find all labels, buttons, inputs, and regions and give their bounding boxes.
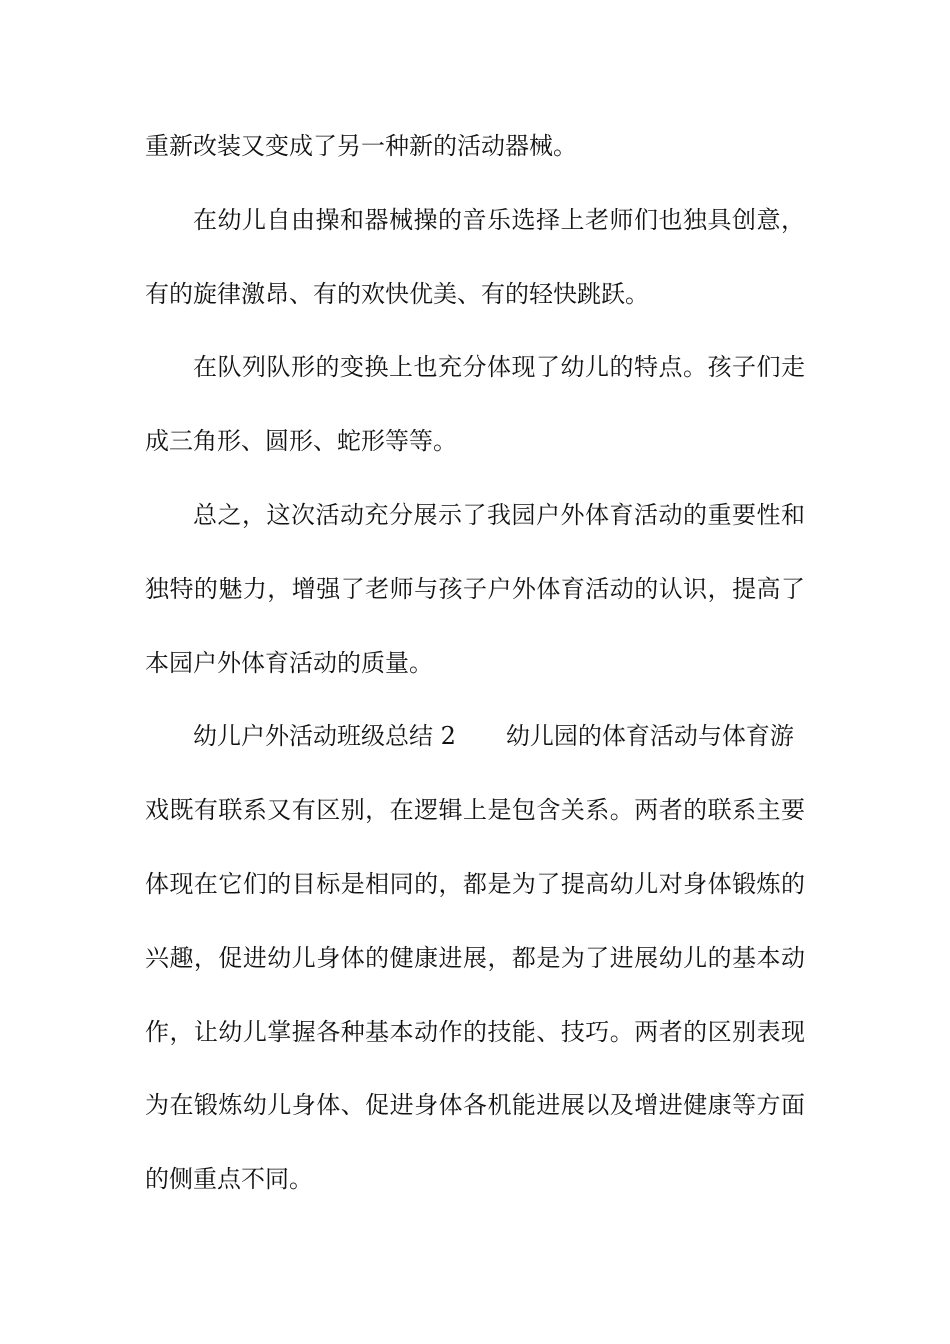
document-body: [145, 128, 805, 1235]
text-line: 有的旋律激昂、有的欢快优美、有的轻快跳跃。: [145, 279, 649, 308]
text-line: 成三角形、圆形、蛇形等等。: [145, 427, 457, 456]
text-line: 在幼儿自由操和器械操的音乐选择上老师们也独具创意，: [193, 205, 805, 234]
text-line: 独特的魅力，增强了老师与孩子户外体育活动的认识，提高了: [145, 574, 805, 603]
text-line: 的侧重点不同。: [145, 1165, 313, 1194]
text-line: 重新改装又变成了另一种新的活动器械。: [145, 132, 577, 160]
text-line: 戏既有联系又有区别，在逻辑上是包含关系。两者的联系主要: [145, 796, 805, 825]
section-heading-line: [145, 718, 805, 755]
section-heading-rest: 幼儿园的体育活动与体育游: [505, 722, 794, 751]
text-line: 总之，这次活动充分展示了我园户外体育活动的重要性和: [193, 500, 805, 529]
text-line: 体现在它们的目标是相同的，都是为了提高幼儿对身体锻炼的: [145, 869, 805, 898]
text-line: 兴趣，促进幼儿身体的健康进展，都是为了进展幼儿的基本动: [145, 943, 805, 972]
text-line: 作，让幼儿掌握各种基本动作的技能、技巧。两者的区别表现: [145, 1017, 805, 1046]
text-line: 在队列队形的变换上也充分体现了幼儿的特点。孩子们走: [193, 353, 805, 382]
text-line: 本园户外体育活动的质量。: [145, 648, 433, 677]
section-heading: 幼儿户外活动班级总结 2: [193, 722, 456, 751]
text-line: 为在锻炼幼儿身体、促进身体各机能进展以及增进健康等方面: [145, 1091, 805, 1120]
